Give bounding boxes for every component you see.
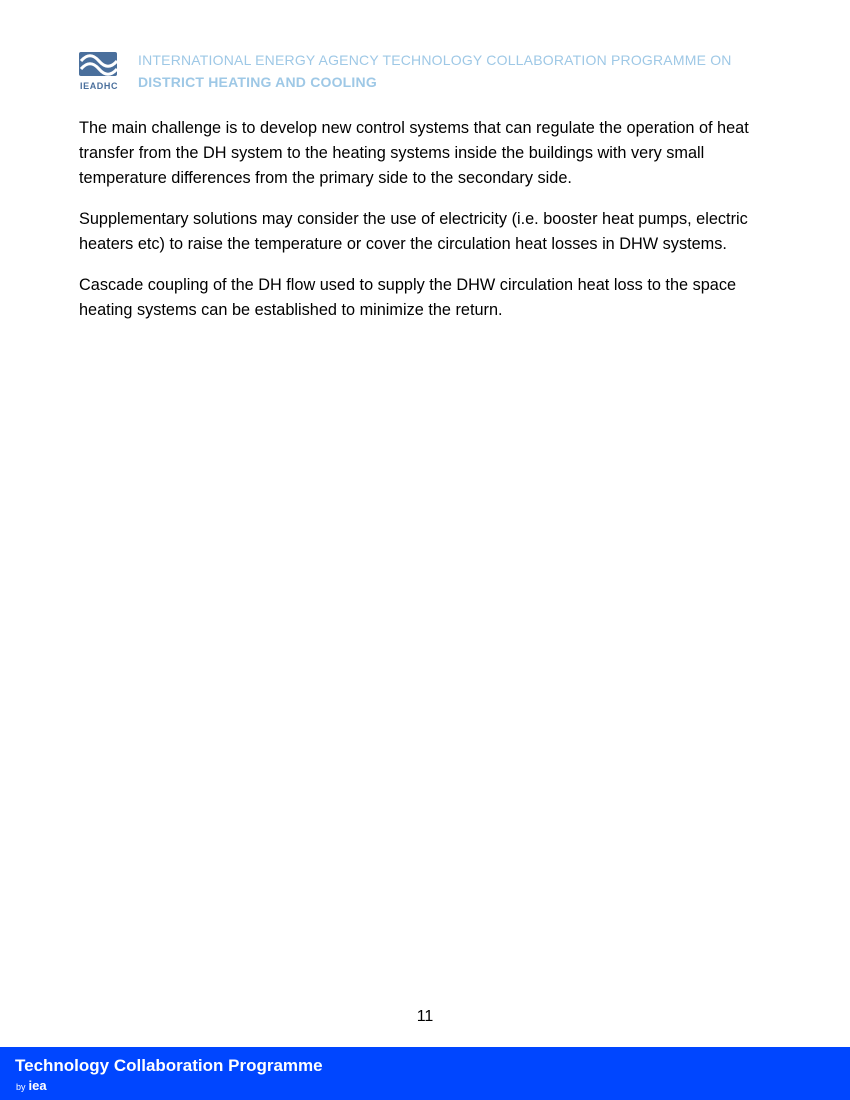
footer-title: Technology Collaboration Programme [15, 1056, 323, 1075]
page-number: 11 [416, 1008, 434, 1025]
header-line-1: INTERNATIONAL ENERGY AGENCY TECHNOLOGY COLLABORATION PROGRAMME ON [138, 52, 732, 68]
logo-text: IEADHC [80, 81, 119, 91]
paragraph: Cascade coupling of the DH flow used to supply the DHW circulation heat loss to the space heating systems can be established to minimize the return. [79, 276, 737, 319]
paragraph: Supplementary solutions may consider the use of electricity (i.e. booster heat pumps, electric heaters etc) to raise the temperature or cover the circulation heat losses in DHW systems. [79, 210, 748, 253]
body-content [79, 116, 779, 339]
footer-by-text: by [16, 1082, 26, 1092]
header-line-2: DISTRICT HEATING AND COOLING [138, 74, 377, 90]
iea-brand-text: iea [28, 1078, 47, 1093]
iea-dhc-logo [79, 52, 119, 90]
footer-banner [0, 1047, 850, 1100]
footer-byline [16, 1078, 47, 1093]
document-header [79, 50, 779, 95]
wave-logo-icon [79, 52, 119, 78]
paragraph: The main challenge is to develop new control systems that can regulate the operation of heat transfer from the DH system to the heating systems inside the buildings with very small temperature differences from the primary side to the secondary side. [79, 119, 749, 187]
